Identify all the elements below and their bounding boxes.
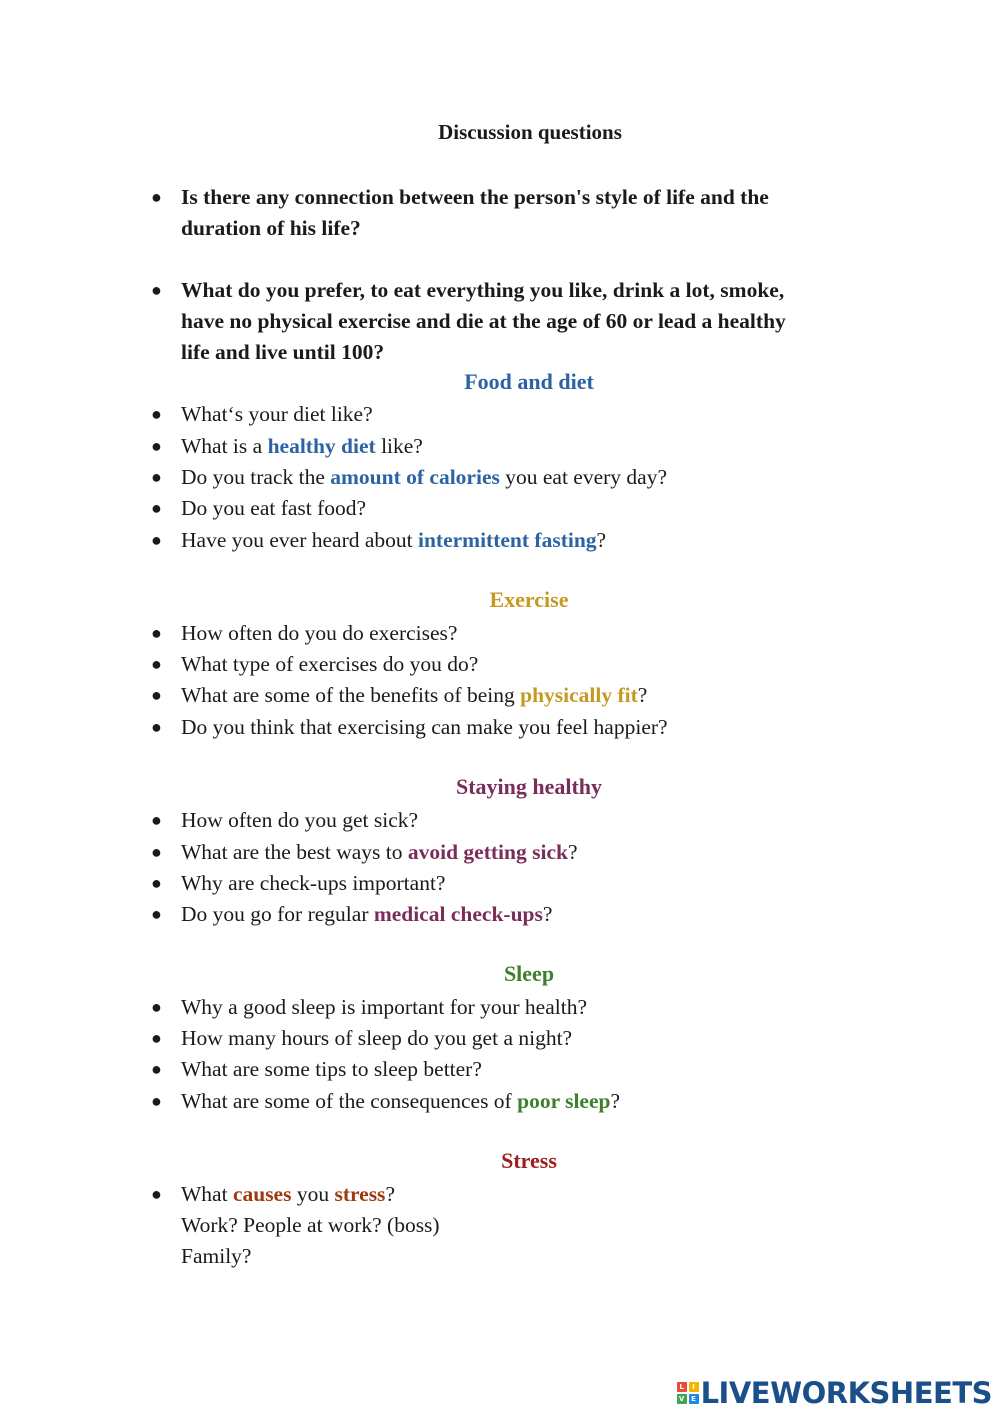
bullet: ● [151, 654, 162, 674]
bullet: ● [151, 1059, 162, 1079]
page-title: Discussion questions [438, 120, 622, 144]
bullet: ● [151, 997, 162, 1017]
liveworksheets-logo [677, 1376, 992, 1410]
intro-question-2 [151, 275, 871, 368]
bullet: ● [151, 498, 162, 518]
keyword-poor-sleep: poor sleep [517, 1089, 611, 1113]
bullet: ● [151, 873, 162, 893]
sleep-question-1: ● Why a good sleep is important for your health? [151, 992, 871, 1023]
food-question-2: ● What is a healthy diet like? [151, 431, 871, 462]
exercise-question-2: ● What type of exercises do you do? [151, 649, 871, 680]
bullet: ● [151, 1184, 162, 1204]
heading-stress: Stress [501, 1148, 557, 1173]
healthy-question-1: ● How often do you get sick? [151, 805, 871, 836]
healthy-question-2: ● What are the best ways to avoid getting sick? [151, 837, 871, 868]
intro-question-2-line-2: have no physical exercise and die at the age of 60 or lead a healthy [181, 309, 786, 333]
intro-question-2-line-3: life and live until 100? [181, 340, 385, 364]
bullet: ● [151, 467, 162, 487]
bullet: ● [151, 685, 162, 705]
healthy-question-4: ● Do you go for regular medical check-ups? [151, 899, 871, 930]
sleep-question-2: ● How many hours of sleep do you get a night? [151, 1023, 871, 1054]
bullet: ● [151, 530, 162, 550]
stress-line-family: Family? [181, 1244, 252, 1268]
keyword-amount-of-calories: amount of calories [330, 465, 500, 489]
bullet: ● [151, 810, 162, 830]
heading-staying-healthy: Staying healthy [455, 774, 603, 799]
bullet: ● [151, 404, 162, 424]
keyword-intermittent-fasting: intermittent fasting [418, 528, 597, 552]
keyword-causes: causes [232, 1182, 292, 1206]
intro-question-2-line-1: What do you prefer, to eat everything you like, drink a lot, smoke, [181, 278, 785, 302]
keyword-physically-fit: physically fit [520, 683, 638, 707]
stress-question-1: ● What causes you stress? [151, 1179, 871, 1210]
intro-question-1-line-1: Is there any connection between the person's style of life and the [181, 185, 769, 209]
food-question-4: ● Do you eat fast food? [151, 493, 871, 524]
keyword-medical-check-ups: medical check-ups [373, 902, 543, 926]
food-question-5: ● Have you ever heard about intermittent fasting? [151, 525, 871, 556]
keyword-stress: stress [334, 1182, 386, 1206]
bullet: ● [151, 1091, 162, 1111]
logo-tile: E [689, 1394, 699, 1404]
bullet: ● [151, 904, 162, 924]
bullet: ● [151, 436, 162, 456]
sleep-question-4: ● What are some of the consequences of poor sleep? [151, 1086, 871, 1117]
intro-question-1-line-2: duration of his life? [181, 216, 361, 240]
heading-exercise: Exercise [489, 587, 569, 612]
food-question-3: ● Do you track the amount of calories you eat every day? [151, 462, 871, 493]
logo-tile: V [677, 1394, 687, 1404]
bullet: ● [151, 1028, 162, 1048]
exercise-question-3: ● What are some of the benefits of being physically fit? [151, 680, 871, 711]
keyword-healthy-diet: healthy diet [267, 434, 376, 458]
heading-food-and-diet: Food and diet [464, 369, 594, 394]
heading-sleep: Sleep [503, 961, 555, 986]
logo-wordmark: LIVEWORKSHEETS [700, 1376, 992, 1410]
stress-line-work: Work? People at work? (boss) [181, 1213, 440, 1237]
bullet: ● [151, 842, 162, 862]
logo-tile: L [677, 1382, 687, 1392]
logo-tile: I [689, 1382, 699, 1392]
bullet: ● [151, 187, 162, 207]
logo-tiles-icon [677, 1382, 699, 1404]
bullet: ● [151, 623, 162, 643]
exercise-question-1: ● How often do you do exercises? [151, 618, 871, 649]
food-question-1: ● What‘s your diet like? [151, 399, 871, 430]
exercise-question-4: ● Do you think that exercising can make you feel happier? [151, 712, 871, 743]
bullet: ● [151, 717, 162, 737]
sleep-question-3: ● What are some tips to sleep better? [151, 1054, 871, 1085]
bullet: ● [151, 280, 162, 300]
intro-question-1 [151, 182, 871, 244]
keyword-avoid-getting-sick: avoid getting sick [407, 840, 568, 864]
healthy-question-3: ● Why are check-ups important? [151, 868, 871, 899]
